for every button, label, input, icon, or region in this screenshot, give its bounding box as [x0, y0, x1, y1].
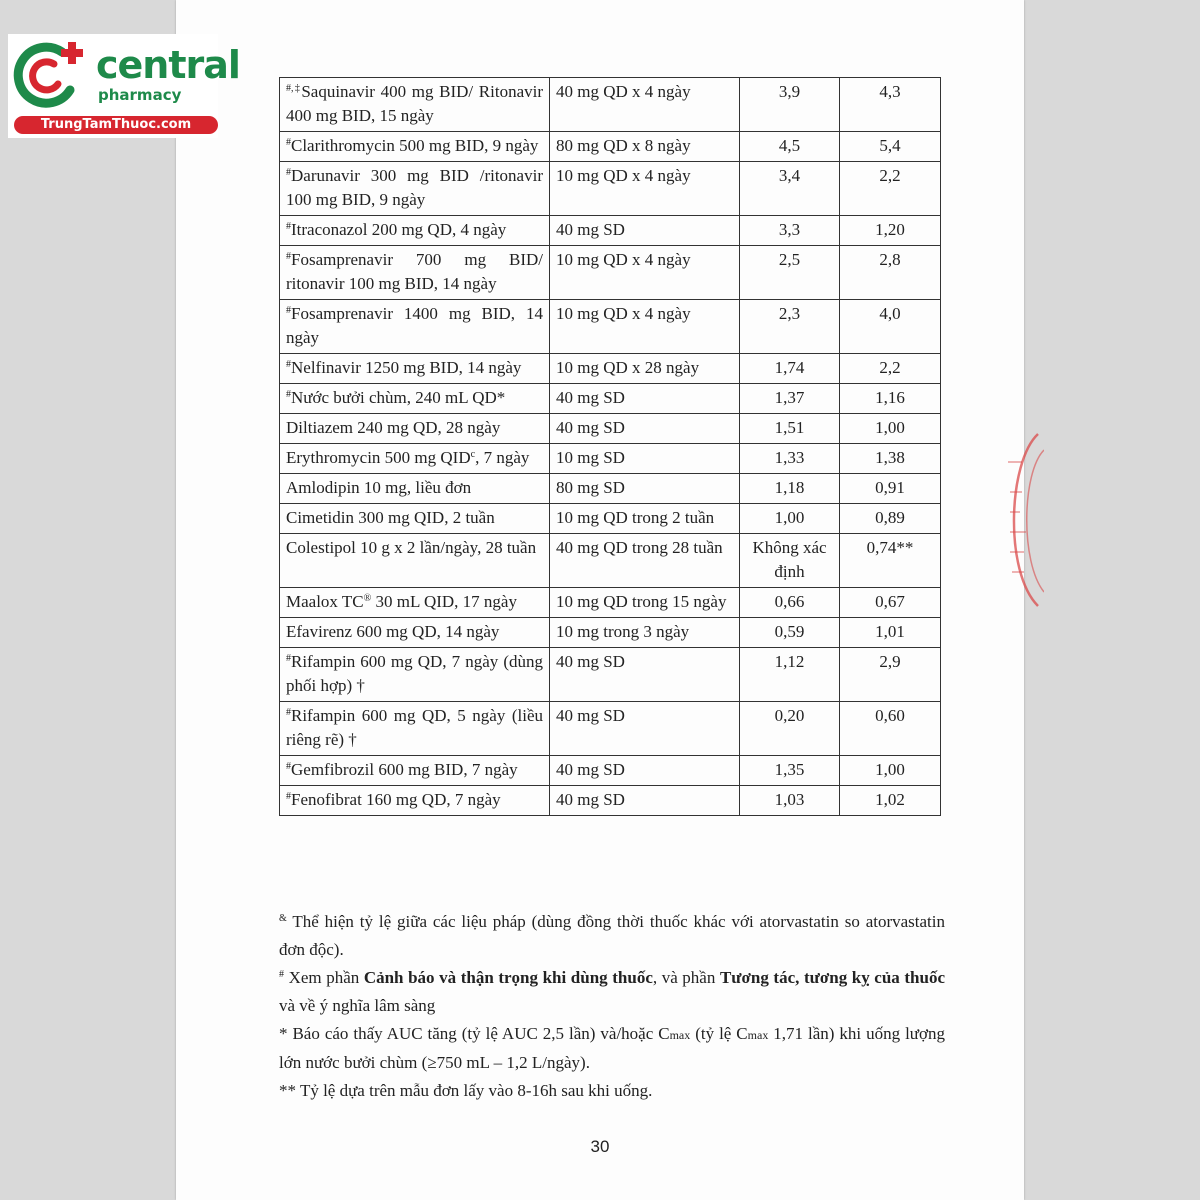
cmax-ratio-cell: 0,67 — [840, 588, 941, 618]
drug-interaction-table — [279, 77, 941, 816]
logo-name: central — [96, 43, 240, 87]
drug-regimen: Cimetidin 300 mg QID, 2 tuần — [286, 508, 495, 527]
section-reference: Cảnh báo và thận trọng khi dùng thuốc — [363, 968, 653, 987]
atorvastatin-dose-cell: 10 mg QD trong 2 tuần — [550, 504, 740, 534]
footnote-ratio — [279, 908, 945, 964]
logo-website: TrungTamThuoc.com — [14, 116, 218, 134]
footnote-grapefruit — [279, 1020, 945, 1077]
cmax-ratio-cell: 4,3 — [840, 78, 941, 132]
atorvastatin-dose-cell: 80 mg SD — [550, 474, 740, 504]
auc-ratio-cell: 1,51 — [740, 414, 840, 444]
table-row — [280, 786, 941, 816]
auc-ratio-cell: Không xác định — [740, 534, 840, 588]
drug-regimen: Rifampin 600 mg QD, 5 ngày (liều riêng rẽ) † — [286, 706, 543, 749]
cmax-ratio-cell: 1,00 — [840, 414, 941, 444]
atorvastatin-dose-cell: 40 mg SD — [550, 756, 740, 786]
drug-regimen-cell — [280, 162, 550, 216]
drug-regimen: Fosamprenavir 700 mg BID/ ritonavir 100 mg BID, 14 ngày — [286, 250, 543, 293]
footnote-mark: # — [286, 707, 291, 718]
cmax-ratio-cell: 1,00 — [840, 756, 941, 786]
drug-regimen-cell — [280, 786, 550, 816]
drug-regimen-cell — [280, 132, 550, 162]
table-row — [280, 246, 941, 300]
footnote-mark: # — [286, 791, 291, 802]
footnote-text: và về ý nghĩa lâm sàng — [279, 996, 436, 1015]
auc-ratio-cell: 2,5 — [740, 246, 840, 300]
cmax-ratio-cell: 0,60 — [840, 702, 941, 756]
table-row — [280, 78, 941, 132]
footnote-mark: # — [286, 251, 291, 262]
drug-regimen-cell — [280, 756, 550, 786]
drug-regimen: Fosamprenavir 1400 mg BID, 14 ngày — [286, 304, 543, 347]
section-reference: Tương tác, tương kỵ của thuốc — [719, 968, 945, 987]
drug-regimen-cell — [280, 384, 550, 414]
table-row — [280, 648, 941, 702]
cmax-ratio-cell: 1,20 — [840, 216, 941, 246]
footnote-mark: & — [279, 913, 287, 924]
footnote-mark: ® — [363, 593, 372, 604]
drug-regimen-cell — [280, 354, 550, 384]
footnote-mark: # — [286, 137, 291, 148]
drug-regimen: Saquinavir 400 mg BID/ Ritonavir 400 mg BID, 15 ngày — [286, 82, 544, 125]
table-row — [280, 132, 941, 162]
atorvastatin-dose-cell: 10 mg QD x 4 ngày — [550, 162, 740, 216]
drug-regimen: Efavirenz 600 mg QD, 14 ngày — [286, 622, 500, 641]
table-row — [280, 618, 941, 648]
drug-regimen: Darunavir 300 mg BID /ritonavir 100 mg BID, 9 ngày — [286, 166, 543, 209]
cmax-ratio-cell: 2,8 — [840, 246, 941, 300]
cmax-ratio-cell: 2,2 — [840, 162, 941, 216]
footnote-text: 1,71 lần) khi uống lượng lớn nước bưởi chùm (≥750 mL – 1,2 L/ngày). — [279, 1024, 945, 1072]
cmax-ratio-cell: 1,02 — [840, 786, 941, 816]
cmax-ratio-cell: 1,16 — [840, 384, 941, 414]
drug-regimen-cell — [280, 300, 550, 354]
footnote-see-section — [279, 964, 945, 1020]
footnote-mark: # — [279, 969, 284, 980]
atorvastatin-dose-cell: 80 mg QD x 8 ngày — [550, 132, 740, 162]
auc-ratio-cell: 1,00 — [740, 504, 840, 534]
table-row — [280, 756, 941, 786]
auc-ratio-cell: 3,9 — [740, 78, 840, 132]
table-row — [280, 504, 941, 534]
cmax-ratio-cell: 2,2 — [840, 354, 941, 384]
drug-regimen-cell — [280, 534, 550, 588]
table-row — [280, 444, 941, 474]
drug-regimen: Nelfinavir 1250 mg BID, 14 ngày — [291, 358, 522, 377]
drug-regimen: Fenofibrat 160 mg QD, 7 ngày — [291, 790, 501, 809]
footnote-mark: # — [286, 653, 291, 664]
table-row — [280, 300, 941, 354]
auc-ratio-cell: 0,20 — [740, 702, 840, 756]
drug-regimen: Itraconazol 200 mg QD, 4 ngày — [291, 220, 507, 239]
auc-ratio-cell: 1,03 — [740, 786, 840, 816]
red-stamp-fragment — [998, 432, 1044, 608]
atorvastatin-dose-cell: 40 mg SD — [550, 414, 740, 444]
drug-regimen-cell — [280, 504, 550, 534]
footnote-text: Xem phần — [284, 968, 364, 987]
drug-regimen: Clarithromycin 500 mg BID, 9 ngày — [291, 136, 539, 155]
drug-regimen: Rifampin 600 mg QD, 7 ngày (dùng phối hợp) † — [286, 652, 543, 695]
drug-regimen-cell — [280, 444, 550, 474]
atorvastatin-dose-cell: 40 mg SD — [550, 648, 740, 702]
drug-regimen-cell — [280, 78, 550, 132]
table-row — [280, 414, 941, 444]
auc-ratio-cell: 0,59 — [740, 618, 840, 648]
auc-ratio-cell: 1,12 — [740, 648, 840, 702]
auc-ratio-cell: 1,35 — [740, 756, 840, 786]
logo-c-icon — [10, 38, 88, 110]
table-row — [280, 354, 941, 384]
drug-regimen: Nước bưởi chùm, 240 mL QD* — [291, 388, 506, 407]
drug-regimen-cell — [280, 414, 550, 444]
cmax-ratio-cell: 2,9 — [840, 648, 941, 702]
table-body — [280, 78, 941, 816]
auc-ratio-cell: 3,4 — [740, 162, 840, 216]
table-row — [280, 588, 941, 618]
cmax-ratio-cell: 1,01 — [840, 618, 941, 648]
footnote-mark: # — [286, 389, 291, 400]
drug-regimen-cell — [280, 474, 550, 504]
atorvastatin-dose-cell: 10 mg QD trong 15 ngày — [550, 588, 740, 618]
drug-regimen: Colestipol 10 g x 2 lần/ngày, 28 tuần — [286, 538, 537, 557]
atorvastatin-dose-cell: 10 mg SD — [550, 444, 740, 474]
auc-ratio-cell: 4,5 — [740, 132, 840, 162]
atorvastatin-dose-cell: 40 mg QD trong 28 tuần — [550, 534, 740, 588]
atorvastatin-dose-cell: 40 mg SD — [550, 702, 740, 756]
drug-regimen-cell — [280, 648, 550, 702]
cmax-ratio-cell: 0,74** — [840, 534, 941, 588]
drug-regimen-cell — [280, 246, 550, 300]
drug-regimen-tail: , 7 ngày — [475, 448, 530, 467]
footnotes — [279, 908, 945, 1105]
cmax-ratio-cell: 4,0 — [840, 300, 941, 354]
atorvastatin-dose-cell: 10 mg QD x 28 ngày — [550, 354, 740, 384]
drug-regimen-cell — [280, 618, 550, 648]
drug-regimen-tail: 30 mL QID, 17 ngày — [371, 592, 517, 611]
atorvastatin-dose-cell: 10 mg QD x 4 ngày — [550, 300, 740, 354]
table-row — [280, 216, 941, 246]
footnote-text: (tỷ lệ C — [690, 1024, 748, 1043]
drug-regimen: Erythromycin 500 mg QID — [286, 448, 471, 467]
footnote-mark: # — [286, 359, 291, 370]
drug-regimen-cell — [280, 702, 550, 756]
footnote-subscript: max — [669, 1028, 691, 1042]
atorvastatin-dose-cell: 10 mg QD x 4 ngày — [550, 246, 740, 300]
footnote-mark: # — [286, 221, 291, 232]
drug-regimen: Diltiazem 240 mg QD, 28 ngày — [286, 418, 501, 437]
cmax-ratio-cell: 5,4 — [840, 132, 941, 162]
auc-ratio-cell: 1,18 — [740, 474, 840, 504]
footnote-sample: ** Tỷ lệ dựa trên mẫu đơn lấy vào 8-16h sau khi uống. — [279, 1081, 653, 1100]
atorvastatin-dose-cell: 40 mg SD — [550, 384, 740, 414]
auc-ratio-cell: 0,66 — [740, 588, 840, 618]
drug-regimen: Gemfibrozil 600 mg BID, 7 ngày — [291, 760, 518, 779]
drug-regimen: Maalox TC — [286, 592, 364, 611]
auc-ratio-cell: 1,37 — [740, 384, 840, 414]
footnote-mark: # — [286, 305, 291, 316]
auc-ratio-cell: 1,74 — [740, 354, 840, 384]
drug-regimen: Amlodipin 10 mg, liều đơn — [286, 478, 472, 497]
atorvastatin-dose-cell: 40 mg SD — [550, 786, 740, 816]
footnote-text: Thể hiện tỷ lệ giữa các liệu pháp (dùng đồng thời thuốc khác với atorvastatin so atorvastatin đơn độc). — [279, 912, 945, 959]
table-row — [280, 474, 941, 504]
page-number: 30 — [590, 1137, 610, 1156]
footnote-subscript: max — [747, 1028, 769, 1042]
drug-regimen-cell — [280, 216, 550, 246]
atorvastatin-dose-cell: 40 mg QD x 4 ngày — [550, 78, 740, 132]
table-row — [280, 162, 941, 216]
drug-regimen-cell — [280, 588, 550, 618]
central-pharmacy-logo — [8, 34, 240, 138]
footnote-text: * Báo cáo thấy AUC tăng (tỷ lệ AUC 2,5 lần) và/hoặc C — [279, 1024, 670, 1043]
cmax-ratio-cell: 0,89 — [840, 504, 941, 534]
footnote-text: , và phần — [652, 968, 720, 987]
auc-ratio-cell: 1,33 — [740, 444, 840, 474]
footnote-mark: # — [286, 167, 291, 178]
table-row — [280, 702, 941, 756]
atorvastatin-dose-cell: 40 mg SD — [550, 216, 740, 246]
auc-ratio-cell: 3,3 — [740, 216, 840, 246]
auc-ratio-cell: 2,3 — [740, 300, 840, 354]
footnote-mark: #,‡ — [286, 83, 302, 94]
cmax-ratio-cell: 1,38 — [840, 444, 941, 474]
cmax-ratio-cell: 0,91 — [840, 474, 941, 504]
atorvastatin-dose-cell: 10 mg trong 3 ngày — [550, 618, 740, 648]
footnote-mark: # — [286, 761, 291, 772]
table-row — [280, 384, 941, 414]
footnote-mark: c — [470, 449, 476, 460]
logo-subtitle: pharmacy — [98, 86, 182, 104]
table-row — [280, 534, 941, 588]
